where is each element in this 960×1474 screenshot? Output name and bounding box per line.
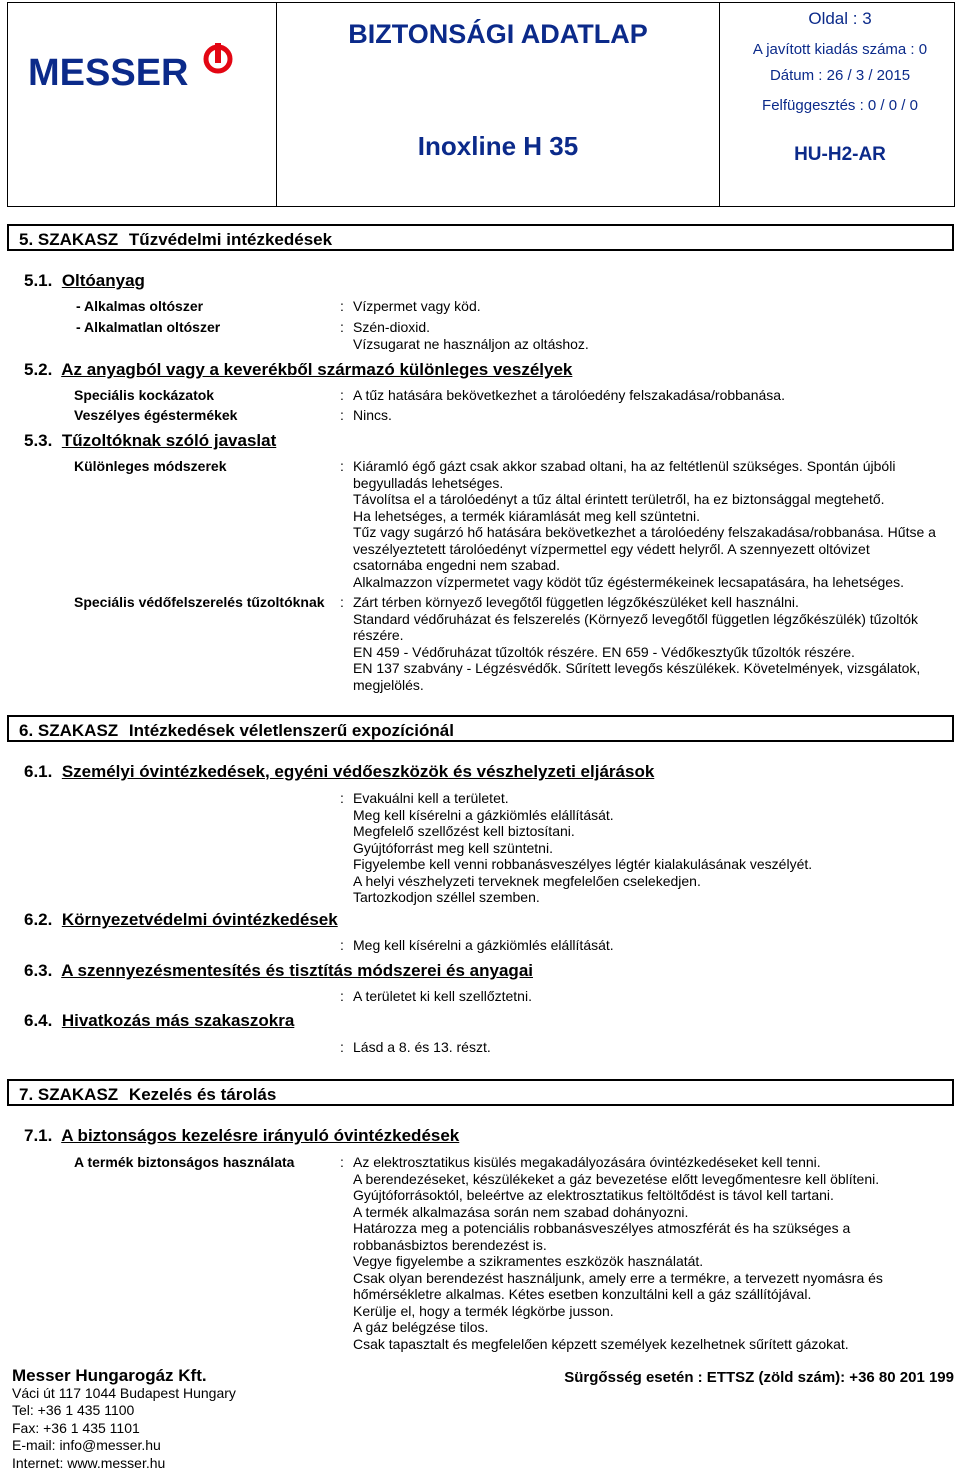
subsection-number: 5.3. — [24, 431, 53, 450]
subsection-5-3 — [24, 431, 276, 451]
value-suitable-extinguisher: Vízpermet vagy köd. — [353, 298, 481, 314]
section-number: 7. SZAKASZ — [19, 1085, 119, 1104]
text-line: hőmérsékletre alkalmas. Kétes esetben konzultálni kell a gáz szállítójával. — [353, 1286, 812, 1302]
subsection-title: Tűzoltóknak szóló javaslat — [61, 431, 277, 450]
company-website[interactable]: Internet: www.messer.hu — [12, 1454, 166, 1471]
text-line: Szén-dioxid. — [353, 319, 431, 335]
section-title: Kezelés és tárolás — [128, 1085, 277, 1104]
label-safe-use: A termék biztonságos használata — [74, 1154, 295, 1170]
subsection-6-4 — [24, 1011, 294, 1031]
text-line: Határozza meg a potenciális robbanásveszélyes atmoszférát és ha szükséges a — [353, 1220, 851, 1236]
colon: : — [340, 790, 344, 806]
text-line: Gyújtóforrást meg kell szüntetni. — [353, 839, 553, 856]
subsection-number: 5.1. — [24, 271, 53, 290]
text-line: Kiáramló égő gázt csak akkor szabad oltani, ha az feltétlenül szükséges. Spontán újbóli — [353, 458, 896, 474]
section-title: Intézkedések véletlenszerű expozíciónál — [128, 721, 454, 740]
text-line: Az elektrosztatikus kisülés megakadályozására óvintézkedéseket kell tenni. — [353, 1154, 821, 1170]
text-line: begyulladás lehetséges. — [353, 474, 504, 491]
label-special-hazards: Speciális kockázatok — [74, 387, 215, 403]
subsection-title: Az anyagból vagy a keverékből származó különleges veszélyek — [61, 360, 573, 379]
messer-logo — [28, 37, 238, 97]
section-7-bar — [7, 1079, 954, 1106]
text-line: Csak olyan berendezést használjunk, amely erre a termékre, a tervezett nyomásra és — [353, 1269, 883, 1286]
colon: : — [340, 1154, 344, 1170]
section-title: Tűzvédelmi intézkedések — [128, 230, 333, 249]
text-line: Tűz vagy sugárzó hő hatására bekövetkezhet a tárolóedény felszakadása/robbanása. Hűtse a — [353, 524, 936, 540]
subsection-title: A biztonságos kezelésre irányuló óvintézkedések — [61, 1126, 460, 1145]
text-line: Tartozkodjon széllel szemben. — [353, 889, 540, 905]
colon: : — [340, 1039, 344, 1055]
product-name: Inoxline H 35 — [417, 131, 579, 161]
text-line: Ha lehetséges, a termék kiáramlását meg kell szüntetni. — [353, 507, 701, 524]
colon: : — [340, 458, 344, 474]
value-environmental-precautions: Meg kell kísérelni a gázkiömlés elállítását. — [353, 937, 614, 953]
document-title: BIZTONSÁGI ADATLAP — [348, 19, 648, 49]
text-line: veszélyeztetett tárolóedényt vízpermettel egy védett helyről. A szennyezett oltóvizet — [353, 540, 870, 557]
text-line: Figyelembe kell venni robbanásveszélyes légtér kialakulásának veszélyét. — [353, 856, 813, 872]
value-combustion-products: Nincs. — [353, 407, 392, 423]
section-6-bar — [7, 715, 954, 742]
text-line: megjelölés. — [353, 676, 424, 693]
subsection-6-2 — [24, 910, 338, 930]
text-line: Evakuálni kell a területet. — [353, 790, 509, 806]
label-unsuitable-extinguisher: - Alkalmatlan oltószer — [76, 319, 221, 335]
section-number: 6. SZAKASZ — [19, 721, 119, 740]
colon: : — [340, 319, 344, 335]
subsection-6-3 — [24, 961, 533, 981]
text-line: Standard védőruházat és felszerelés (Környező levegőtől független légzőkészülék) tűzoltók — [353, 610, 918, 627]
text-line: robbanásbiztos berendezést is. — [353, 1236, 547, 1253]
company-name: Messer Hungarogáz Kft. — [12, 1366, 207, 1385]
text-line: A termék alkalmazása során nem szabad dohányozni. — [353, 1203, 689, 1220]
text-line: Csak tapasztalt és megfelelően képzett személyek kezelhetnek sűrített gázokat. — [353, 1335, 849, 1352]
subsection-number: 7.1. — [24, 1126, 53, 1145]
text-line: A helyi vészhelyzeti terveknek megfelelően cselekedjen. — [353, 872, 701, 889]
text-line: Gyújtóforrásoktól, beleértve az elektrosztatikus feltöltődést is távol kell tartani. — [353, 1187, 834, 1203]
subsection-number: 6.3. — [24, 961, 53, 980]
subsection-title: A szennyezésmentesítés és tisztítás módszerei és anyagai — [61, 961, 533, 980]
revision-number: A javított kiadás száma : 0 — [752, 41, 928, 58]
subsection-number: 6.1. — [24, 762, 53, 781]
colon: : — [340, 407, 344, 423]
value-section-references: Lásd a 8. és 13. részt. — [353, 1039, 491, 1055]
subsection-6-1 — [24, 762, 654, 782]
subsection-5-1 — [24, 271, 145, 291]
value-protective-equipment — [353, 594, 953, 693]
text-line: A gáz belégzése tilos. — [353, 1319, 489, 1335]
company-email[interactable]: E-mail: info@messer.hu — [12, 1437, 161, 1454]
label-special-methods: Különleges módszerek — [74, 458, 227, 474]
value-special-methods — [353, 458, 953, 590]
text-line: Meg kell kísérelni a gázkiömlés elállítását. — [353, 806, 614, 823]
colon: : — [340, 988, 344, 1004]
label-suitable-extinguisher: - Alkalmas oltószer — [76, 298, 204, 314]
subsection-number: 6.4. — [24, 1011, 53, 1030]
value-unsuitable-extinguisher — [353, 319, 953, 352]
text-line: Kerülje el, hogy a termék légkörbe jusson. — [353, 1302, 614, 1319]
text-line: EN 459 - Védőruházat tűzoltók részére. EN 659 - Védőkesztyűk tűzoltók részére. — [353, 643, 855, 660]
subsection-5-2 — [24, 360, 572, 380]
company-address: Váci út 117 1044 Budapest Hungary — [12, 1384, 236, 1401]
logo-text: MESSER — [28, 52, 189, 94]
value-safe-use — [353, 1154, 953, 1352]
subsection-title: Környezetvédelmi óvintézkedések — [61, 910, 338, 929]
header-divider — [276, 3, 277, 206]
subsection-title: Személyi óvintézkedések, egyéni védőeszközök és vészhelyzeti eljárások — [61, 762, 655, 781]
subsection-7-1 — [24, 1126, 459, 1146]
colon: : — [340, 594, 344, 610]
text-line: EN 137 szabvány - Légzésvédők. Sűrített levegős készülékek. Követelmények, vizsgálatok, — [353, 660, 921, 676]
text-line: Megfelelő szellőzést kell biztosítani. — [353, 823, 575, 839]
section-5-bar — [7, 224, 954, 251]
company-phone: Tel: +36 1 435 1100 — [12, 1402, 135, 1419]
text-line: részére. — [353, 627, 404, 643]
value-special-hazards: A tűz hatására bekövetkezhet a tárolóedény felszakadása/robbanása. — [353, 387, 785, 403]
text-line: Vízsugarat ne használjon az oltáshoz. — [353, 335, 589, 352]
section-number: 5. SZAKASZ — [19, 230, 119, 249]
colon: : — [340, 937, 344, 953]
value-personal-precautions — [353, 790, 953, 906]
subsection-number: 5.2. — [24, 360, 53, 379]
text-line: Zárt térben környező levegőtől független légzőkészüléket kell használni. — [353, 594, 799, 610]
text-line: csatornába engedni nem szabad. — [353, 557, 561, 573]
emergency-number: Sürgősség esetén : ETTSZ (zöld szám): +36 80 201 199 — [564, 1369, 954, 1386]
logo-mark-bar — [215, 43, 221, 63]
subsection-title: Oltóanyag — [61, 271, 145, 290]
document-date: Dátum : 26 / 3 / 2015 — [769, 67, 911, 84]
text-line: Távolítsa el a tárolóedényt a tűz által érintett területről, ha ez biztonsággal megtehető. — [353, 491, 885, 507]
page-number: Oldal : 3 — [808, 9, 872, 28]
text-line: Vegye figyelembe a szikramentes eszközök használatát. — [353, 1253, 704, 1269]
footer-company-block — [12, 1367, 236, 1473]
text-line: A berendezéseket, készülékeket a gáz bevezetése előtt levegőmentesre kell öblíteni. — [353, 1170, 880, 1187]
company-fax: Fax: +36 1 435 1101 — [12, 1419, 140, 1436]
colon: : — [340, 298, 344, 314]
suspension-info: Felfüggesztés : 0 / 0 / 0 — [762, 97, 918, 114]
subsection-title: Hivatkozás más szakaszokra — [61, 1011, 295, 1030]
value-cleanup-methods: A területet ki kell szellőztetni. — [353, 988, 532, 1004]
document-code: HU-H2-AR — [794, 144, 886, 165]
subsection-number: 6.2. — [24, 910, 53, 929]
document-header — [7, 2, 955, 207]
colon: : — [340, 387, 344, 403]
label-protective-equipment: Speciális védőfelszerelés tűzoltóknak — [74, 594, 325, 610]
label-combustion-products: Veszélyes égéstermékek — [74, 407, 238, 423]
text-line: Alkalmazzon vízpermetet vagy ködöt tűz égéstermékeinek lecsapatására, ha lehetséges. — [353, 573, 904, 590]
